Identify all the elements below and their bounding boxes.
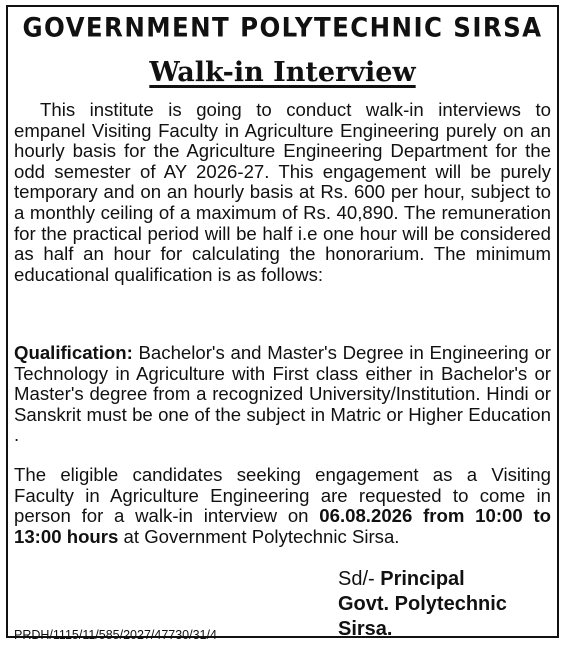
intro-paragraph: This institute is going to conduct walk-in interviews to empanel Visiting Faculty in Agriculture Engineering purely on an hourly basis for the Agriculture Engineering Department for the odd semester of AY 2026-27. This engagement will be purely temporary and on an hourly basis at Rs. 600 per hour, subject to a monthly ceiling of a maximum of Rs. 40,890. The remuneration for the practical period will be half i.e one hour will be considered as half an hour for calculating the honorarium. The minimum educational qualification is as follows: [14,99,551,285]
interview-date-time: 06.08.2026 from 10:00 to 13:00 hours [14,505,551,547]
signature-designation: Principal [380,568,465,590]
notice-title: GOVERNMENT POLYTECHNIC SIRSA [22,11,543,44]
walk-in-notice [6,5,559,642]
qualification-text: Bachelor's and Master's Degree in Engineering or Technology in Agriculture with First class either in Bachelor's or Master's degree from a recognized University/Institution. Hindi or Sanskrit must be one of the subject in Matric or Higher Education . [14,342,551,446]
qualification-paragraph [14,343,551,446]
signature-sd: Sd/- [338,568,381,590]
signature-block [338,567,507,642]
invitation-text: The eligible candidates seeking engagement as a Visiting Faculty in Agriculture Engineering are requested to come in person for a walk-in interview on [14,464,551,527]
reference-number: PRDH/1115/11/585/2027/47730/31/4 [14,628,217,642]
invitation-paragraph [14,465,551,547]
signature-place: Sirsa. [338,618,393,640]
signature-institution: Govt. Polytechnic [338,593,507,615]
notice-subtitle: Walk-in Interview [149,57,416,88]
invitation-suffix: at Government Polytechnic Sirsa. [118,525,400,547]
qualification-label: Qualification: [14,342,133,363]
